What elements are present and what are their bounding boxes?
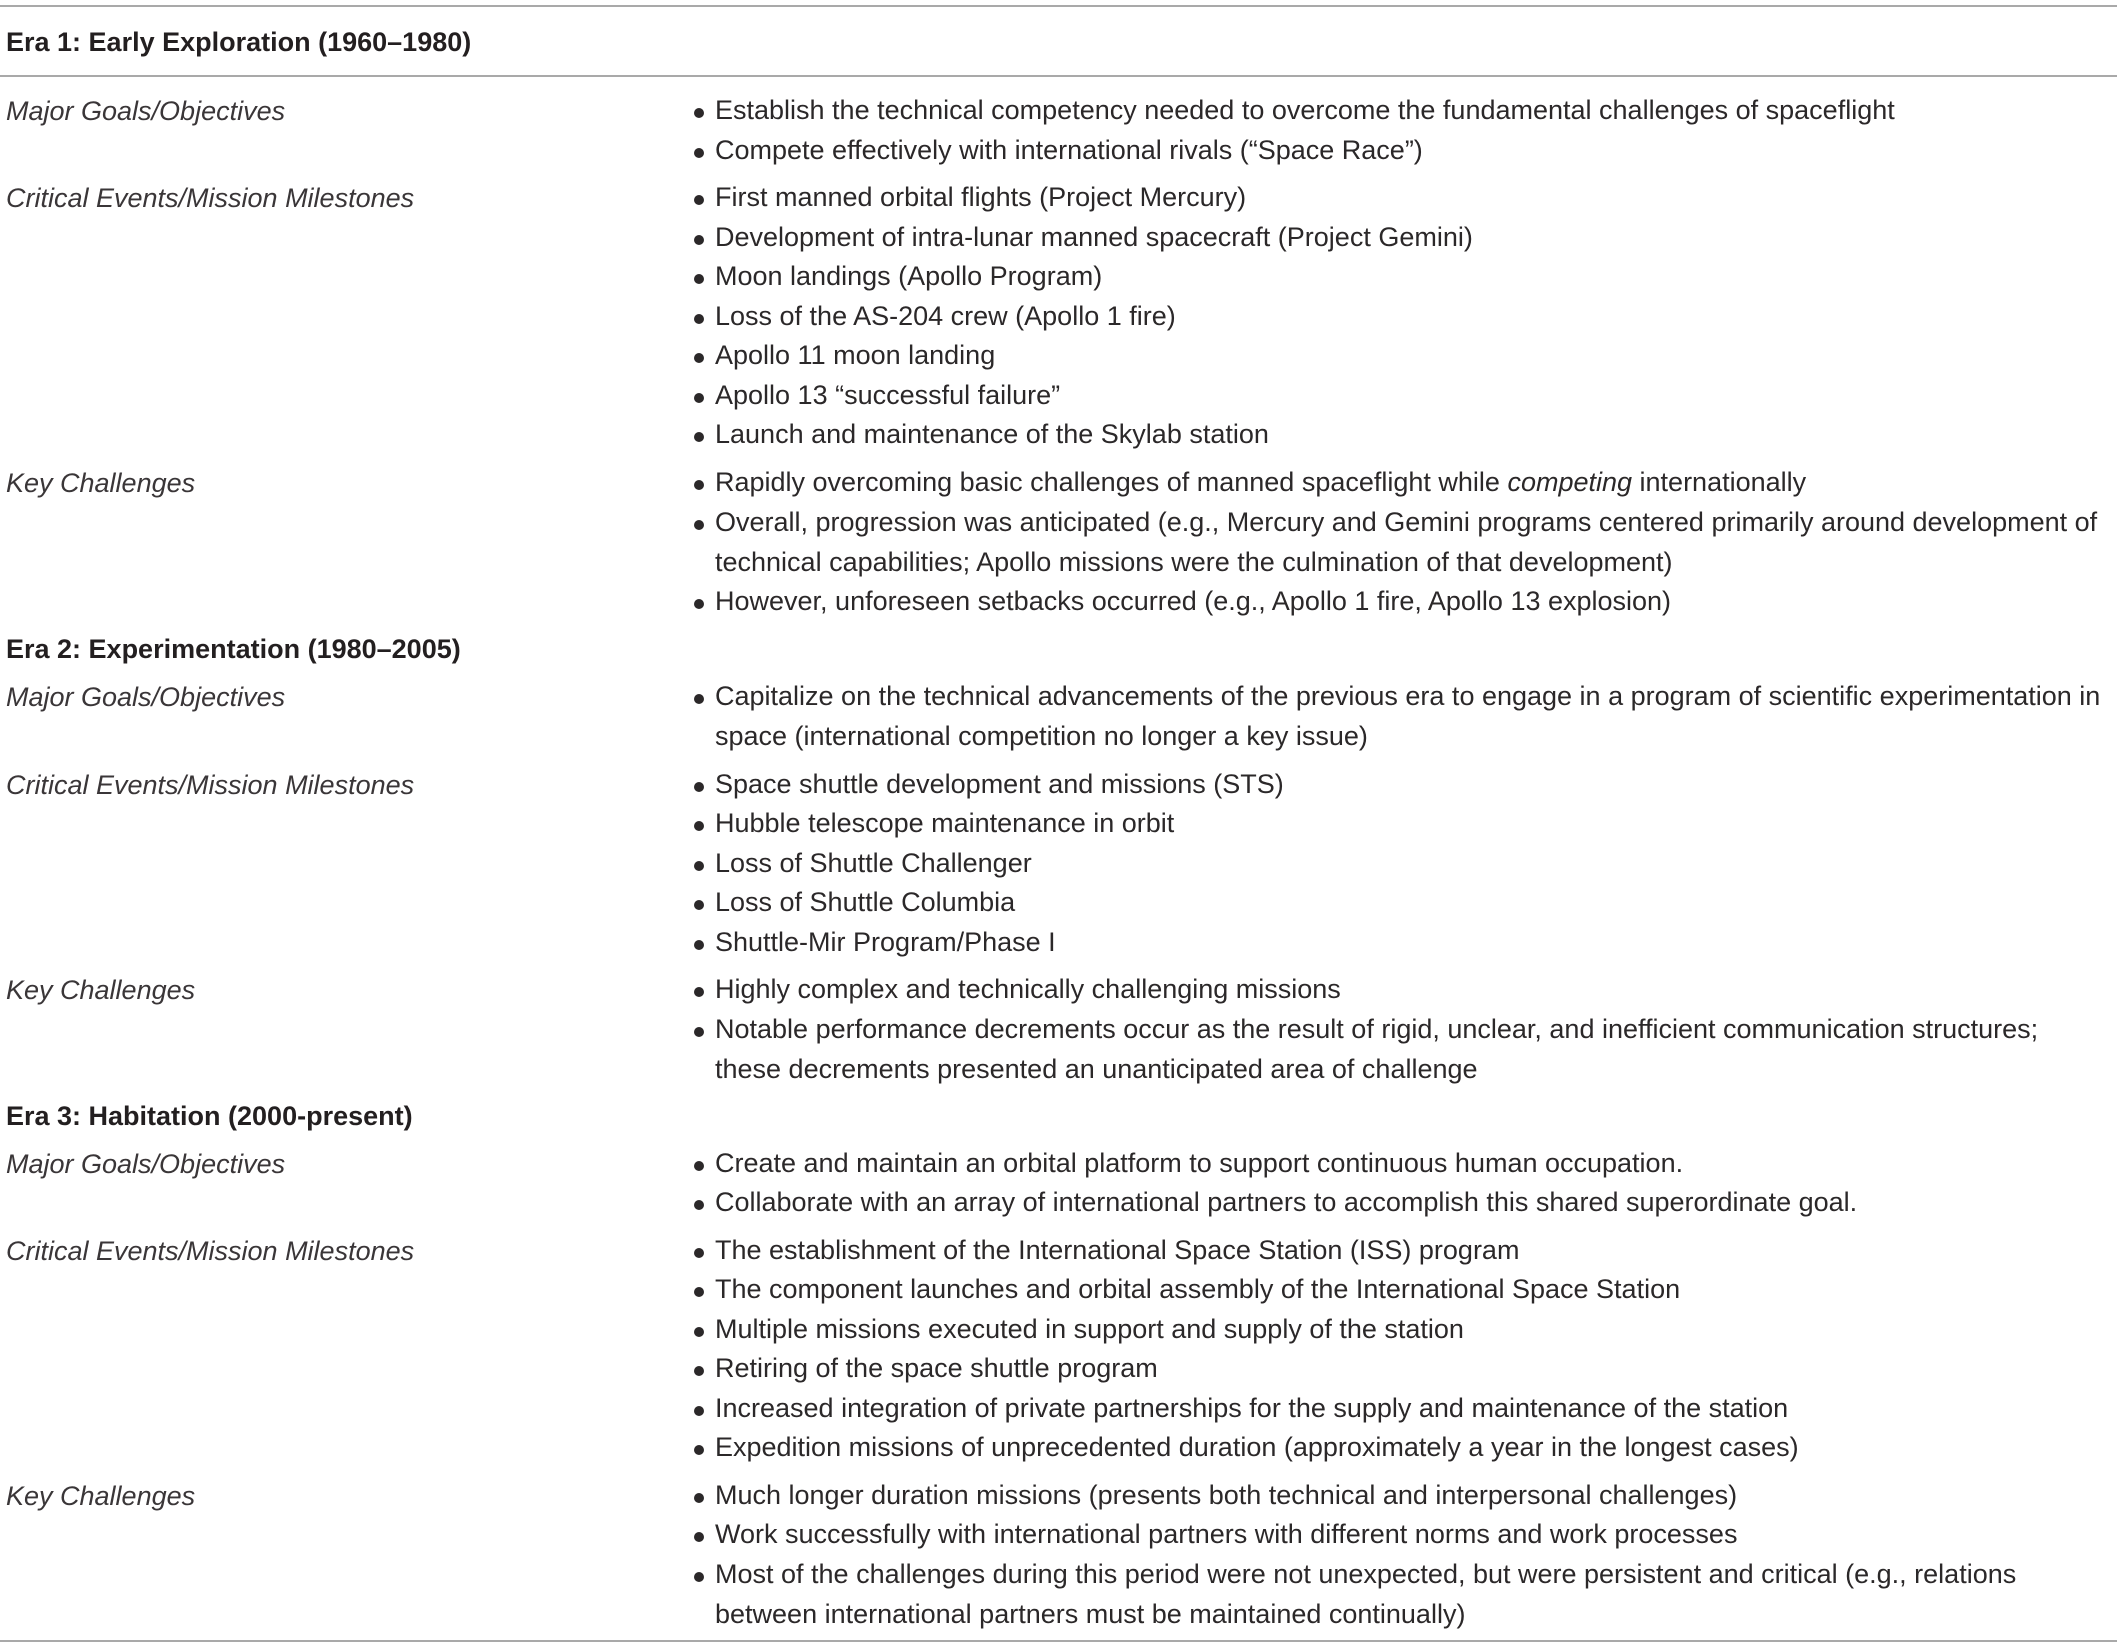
bullet-icon bbox=[694, 195, 704, 205]
bullet-icon bbox=[694, 599, 704, 609]
list-item: First manned orbital flights (Project Mercury) bbox=[694, 178, 2109, 218]
era-2-goals-label: Major Goals/Objectives bbox=[6, 682, 286, 712]
bullet-icon bbox=[694, 108, 704, 118]
list-item: Establish the technical competency needed to overcome the fundamental challenges of spaceflight bbox=[694, 91, 2109, 131]
list-item: Moon landings (Apollo Program) bbox=[694, 257, 2109, 297]
list-item: Space shuttle development and missions (STS) bbox=[694, 765, 2109, 805]
list-item: Apollo 13 “successful failure” bbox=[694, 376, 2109, 416]
list-item: Expedition missions of unprecedented duration (approximately a year in the longest cases) bbox=[694, 1428, 2109, 1468]
bullet-icon bbox=[694, 694, 704, 704]
bullet-icon bbox=[694, 1445, 704, 1455]
bullet-icon bbox=[694, 1493, 704, 1503]
bullet-icon bbox=[694, 520, 704, 530]
list-item: Collaborate with an array of international partners to accomplish this shared superordinate goal. bbox=[694, 1183, 2109, 1223]
bullet-icon bbox=[694, 861, 704, 871]
era-1-challenges-label: Key Challenges bbox=[6, 468, 196, 498]
bullet-icon bbox=[694, 1532, 704, 1542]
bullet-icon bbox=[694, 987, 704, 997]
list-item: Most of the challenges during this period were not unexpected, but were persistent and critical (e.g., relations between international partners must be maintained continually) bbox=[694, 1555, 2109, 1634]
bullet-icon bbox=[694, 940, 704, 950]
era-2-events-label: Critical Events/Mission Milestones bbox=[6, 770, 415, 800]
list-item: However, unforeseen setbacks occurred (e.g., Apollo 1 fire, Apollo 13 explosion) bbox=[694, 582, 2109, 622]
bullet-icon bbox=[694, 432, 704, 442]
list-item: Hubble telescope maintenance in orbit bbox=[694, 804, 2109, 844]
list-item: Multiple missions executed in support and supply of the station bbox=[694, 1310, 2109, 1350]
list-item: Apollo 11 moon landing bbox=[694, 336, 2109, 376]
bullet-icon bbox=[694, 1327, 704, 1337]
bullet-icon bbox=[694, 1366, 704, 1376]
bullet-icon bbox=[694, 274, 704, 284]
list-item: Overall, progression was anticipated (e.g., Mercury and Gemini programs centered primarily around development of technical capabilities; Apollo missions were the culmination of that development) bbox=[694, 503, 2109, 582]
era-2-challenges-label: Key Challenges bbox=[6, 975, 196, 1005]
era-1-events-label: Critical Events/Mission Milestones bbox=[6, 183, 415, 213]
bullet-icon bbox=[694, 148, 704, 158]
bullet-icon bbox=[694, 1406, 704, 1416]
list-item: Rapidly overcoming basic challenges of manned spaceflight while competing internationally bbox=[694, 463, 2109, 503]
era-2-title: Era 2: Experimentation (1980–2005) bbox=[6, 634, 461, 664]
bullet-icon bbox=[694, 821, 704, 831]
era-3-title: Era 3: Habitation (2000-present) bbox=[6, 1101, 413, 1131]
list-item: Development of intra-lunar manned spacecraft (Project Gemini) bbox=[694, 218, 2109, 258]
bullet-icon bbox=[694, 1287, 704, 1297]
list-item: Loss of Shuttle Columbia bbox=[694, 883, 2109, 923]
era-3-goals-label: Major Goals/Objectives bbox=[6, 1149, 286, 1179]
list-item: Loss of Shuttle Challenger bbox=[694, 844, 2109, 884]
list-item: Launch and maintenance of the Skylab station bbox=[694, 415, 2109, 455]
bullet-icon bbox=[694, 235, 704, 245]
bullet-icon bbox=[694, 480, 704, 490]
bullet-icon bbox=[694, 353, 704, 363]
list-item: Capitalize on the technical advancements of the previous era to engage in a program of scientific experimentation in space (international competition no longer a key issue) bbox=[694, 677, 2109, 756]
list-item: Retiring of the space shuttle program bbox=[694, 1349, 2109, 1389]
table-bottom-rule bbox=[0, 1640, 2117, 1642]
list-item: Work successfully with international partners with different norms and work processes bbox=[694, 1515, 2109, 1555]
list-item: Much longer duration missions (presents both technical and interpersonal challenges) bbox=[694, 1476, 2109, 1516]
bullet-icon bbox=[694, 900, 704, 910]
table-top-rule bbox=[0, 5, 2117, 7]
list-item: The establishment of the International Space Station (ISS) program bbox=[694, 1231, 2109, 1271]
list-item: Compete effectively with international rivals (“Space Race”) bbox=[694, 131, 2109, 171]
list-item: Notable performance decrements occur as the result of rigid, unclear, and inefficient communication structures; these decrements presented an unanticipated area of challenge bbox=[694, 1010, 2109, 1089]
bullet-icon bbox=[694, 782, 704, 792]
list-item: Create and maintain an orbital platform to support continuous human occupation. bbox=[694, 1144, 2109, 1184]
emphasis-text: competing bbox=[1507, 467, 1633, 497]
bullet-icon bbox=[694, 1027, 704, 1037]
list-item: The component launches and orbital assembly of the International Space Station bbox=[694, 1270, 2109, 1310]
bullet-icon bbox=[694, 1200, 704, 1210]
list-item: Loss of the AS-204 crew (Apollo 1 fire) bbox=[694, 297, 2109, 337]
list-item: Shuttle-Mir Program/Phase I bbox=[694, 923, 2109, 963]
bullet-icon bbox=[694, 1572, 704, 1582]
era-1-goals-label: Major Goals/Objectives bbox=[6, 96, 286, 126]
era-3-events-label: Critical Events/Mission Milestones bbox=[6, 1236, 415, 1266]
bullet-icon bbox=[694, 314, 704, 324]
bullet-icon bbox=[694, 393, 704, 403]
header-rule bbox=[0, 75, 2117, 77]
bullet-icon bbox=[694, 1248, 704, 1258]
bullet-icon bbox=[694, 1161, 704, 1171]
list-item: Increased integration of private partnerships for the supply and maintenance of the station bbox=[694, 1389, 2109, 1429]
list-item: Highly complex and technically challenging missions bbox=[694, 970, 2109, 1010]
era-1-title: Era 1: Early Exploration (1960–1980) bbox=[6, 27, 472, 57]
era-3-challenges-label: Key Challenges bbox=[6, 1481, 196, 1511]
